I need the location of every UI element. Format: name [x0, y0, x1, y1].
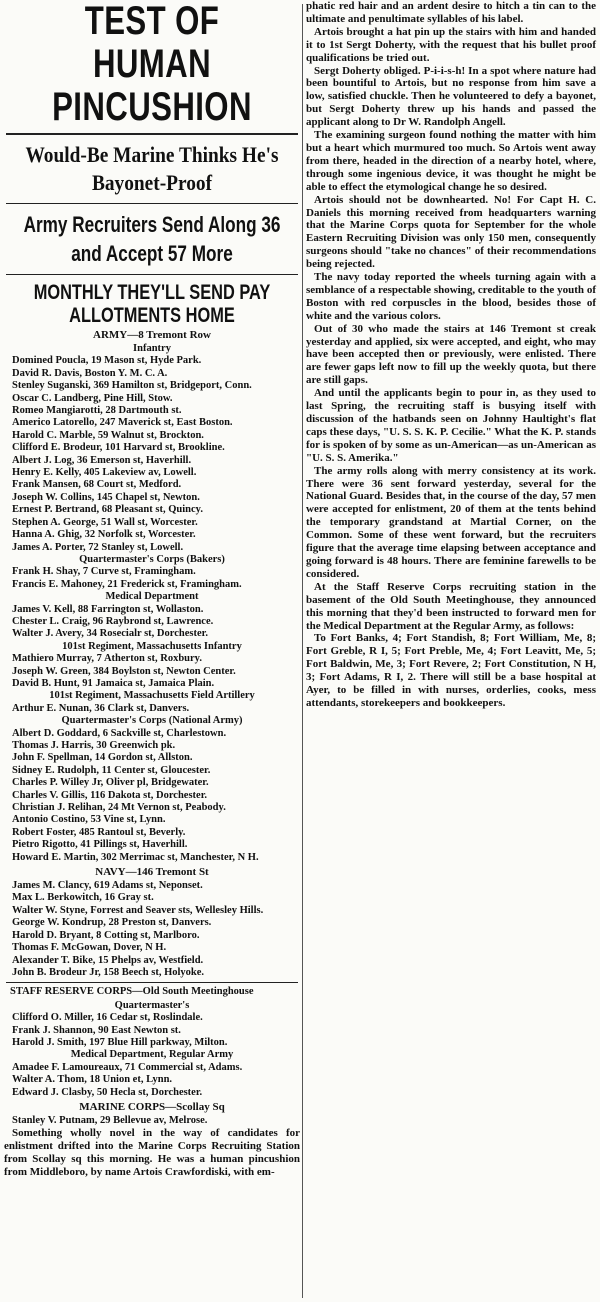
- column-rule: [302, 4, 303, 1298]
- navy-list: [4, 880, 300, 979]
- list-entry: Chester L. Craig, 96 Raybrond st, Lawrence.: [12, 615, 214, 627]
- list-entry: Alexander T. Bike, 15 Phelps av, Westfield.: [12, 954, 204, 966]
- list-entry: Joseph W. Green, 384 Boylston st, Newton Center.: [12, 665, 236, 677]
- headline: TEST OF HUMAN PINCUSHION: [52, 0, 252, 129]
- list-entry: Edward J. Clasby, 50 Hecla st, Dorchester.: [12, 1086, 203, 1098]
- list-entry: Albert D. Goddard, 6 Sackville st, Charlestown.: [12, 727, 227, 739]
- list-entry: Pietro Rigotto, 41 Pillings st, Haverhill.: [12, 839, 188, 851]
- story-paragraph: And until the applicants begin to pour in, as they used to last Spring, the recruiting staff is busying itself with discussion of the hatbands seen on Johnny Haultight's flat caps these days, "U. S. S. K. P. Cecilie." What the K. P. stands for is spoken of by some as un-American—as un-American as "U. S. S. Amerika.": [306, 387, 596, 464]
- list-entry: James V. Kell, 88 Farrington st, Wollaston.: [12, 603, 204, 615]
- list-entry: George W. Kondrup, 28 Preston st, Danvers.: [12, 917, 212, 929]
- list-entry: Walter A. Thom, 18 Union et, Lynn.: [12, 1074, 173, 1086]
- right-column: [306, 0, 596, 710]
- list-entry: Ernest P. Bertrand, 68 Pleasant st, Quincy.: [12, 504, 203, 516]
- list-entry: Clifford O. Miller, 16 Cedar st, Roslindale.: [12, 1012, 203, 1024]
- divider: [6, 203, 298, 204]
- story-paragraph: Artois brought a hat pin up the stairs with him and handed it to 1st Sergt Doherty, with the request that his bullet proof qualifications be tried out.: [306, 25, 596, 64]
- group-heading: Medical Department: [105, 591, 199, 603]
- list-entry: James M. Clancy, 619 Adams st, Neponset.: [12, 880, 203, 892]
- list-entry: Americo Latorello, 247 Maverick st, East Boston.: [12, 417, 233, 429]
- army-list: [4, 343, 300, 864]
- list-entry: John B. Brodeur Jr, 158 Beech st, Holyoke.: [12, 966, 205, 978]
- list-entry: Stanley V. Putnam, 29 Bellevue av, Melrose.: [12, 1114, 208, 1126]
- group-heading: Quartermaster's: [114, 999, 190, 1011]
- story-paragraph: The navy today reported the wheels turning again with a semblance of a respectable showing, creditable to the youth of Boston with red corpuscles in the blood, besides those of white and the various colors.: [306, 271, 596, 322]
- list-entry: Frank Mansen, 68 Court st, Medford.: [12, 479, 182, 491]
- story-paragraph: Out of 30 who made the stairs at 146 Tremont st creak yesterday and applied, six were accepted, and eight, who may have been accepted then or previously, were enlisted. There are fewer gaps left now to fill up the weekly quota, but there are still gaps.: [306, 322, 596, 387]
- divider: [6, 133, 298, 135]
- divider: [6, 982, 298, 983]
- list-entry: David R. Davis, Boston Y. M. C. A.: [12, 367, 168, 379]
- list-entry: Amadee F. Lamoureaux, 71 Commercial st, Adams.: [12, 1061, 243, 1073]
- navy-heading: NAVY—146 Tremont St: [95, 866, 209, 879]
- list-entry: Arthur E. Nunan, 36 Clark st, Danvers.: [12, 702, 190, 714]
- group-heading: Quartermaster's Corps (Bakers): [79, 553, 225, 565]
- staff-heading: STAFF RESERVE CORPS—Old South Meetinghouse: [10, 986, 254, 998]
- story-paragraph: Sergt Doherty obliged. P-i-i-s-h! In a spot where nature had been bountiful to Artois, but no response from him save a low, satisfied chuckle. Then he volunteered to defy a bayonet, but Sergt Doherty threw up his hands and passed the applicant along to Dr W. Randolph Angell.: [306, 64, 596, 129]
- list-entry: James A. Porter, 72 Stanley st, Lowell.: [12, 541, 184, 553]
- list-entry: Romeo Mangiarotti, 28 Dartmouth st.: [12, 405, 182, 417]
- list-entry: Harold J. Smith, 197 Blue Hill parkway, Milton.: [12, 1036, 228, 1048]
- list-entry: Francis E. Mahoney, 21 Frederick st, Framingham.: [12, 578, 242, 590]
- story-paragraph: The examining surgeon found nothing the matter with him but a heart which murmured too much. So Artois went away from there, headed in the direction of a nearby hotel, where, through some ingenious device, it was thought he might be able to effect the etymological change he so desired.: [306, 129, 596, 193]
- list-entry: Domined Poucla, 19 Mason st, Hyde Park.: [12, 355, 202, 367]
- list-entry: Frank J. Shannon, 90 East Newton st.: [12, 1024, 181, 1036]
- story-paragraph: To Fort Banks, 4; Fort Standish, 8; Fort William, Me, 8; Fort Greble, R I, 5; Fort Preble, Me, 4; Fort Leavitt, Me, 5; Fort Baldwin, Me, 3; Fort Revere, 2; Fort Constitution, N H, 3; Fort Adams, R I, 2. There will still be a base hospital at Ayer, to be filled in with nurses, orderlies, cooks, mess attendants, storekeepers and bookkeepers.: [306, 632, 596, 709]
- staff-list: [4, 1000, 300, 1099]
- list-entry: Albert J. Log, 36 Emerson st, Haverhill.: [12, 454, 192, 466]
- list-entry: David B. Hunt, 91 Jamaica st, Jamaica Plain.: [12, 677, 215, 689]
- deck-recruiters: Army Recruiters Send Along 36 and Accept 57 More: [23, 212, 281, 266]
- marine-list: [4, 1115, 300, 1127]
- list-entry: Harold C. Marble, 59 Walnut st, Brockton.: [12, 429, 204, 441]
- group-heading: Medical Department, Regular Army: [70, 1049, 234, 1061]
- list-entry: Sidney E. Rudolph, 11 Center st, Gloucester.: [12, 764, 211, 776]
- marine-heading: MARINE CORPS—Scollay Sq: [79, 1100, 225, 1113]
- story-paragraph: At the Staff Reserve Corps recruiting station in the basement of the Old South Meetinghouse, they announced this morning that they'd been instructed to forward men for the Medical Department at the Regular Army, as follows:: [306, 580, 596, 632]
- list-entry: Stenley Suganski, 369 Hamilton st, Bridgeport, Conn.: [12, 380, 252, 392]
- army-heading: ARMY—8 Tremont Row: [93, 329, 211, 341]
- list-entry: Joseph W. Collins, 145 Chapel st, Newton.: [12, 491, 200, 503]
- deck-allotments: MONTHLY THEY'LL SEND PAY ALLOTMENTS HOME: [33, 281, 271, 327]
- story-paragraph: phatic red hair and an ardent desire to hitch a tin can to the ultimate and penultimate syllables of his label.: [306, 0, 596, 25]
- list-entry: Howard E. Martin, 302 Merrimac st, Manchester, N H.: [12, 851, 259, 863]
- list-entry: Harold D. Bryant, 8 Cotting st, Marlboro.: [12, 929, 200, 941]
- story-paragraph: Something wholly novel in the way of candidates for enlistment drifted into the Marine Corps Recruiting Station from Scollay sq this morning. He was a human pincushion from Middleboro, by name Artois Crawfordiski, with em-: [4, 1127, 300, 1179]
- list-entry: Thomas F. McGowan, Dover, N H.: [12, 942, 167, 954]
- list-entry: Charles P. Willey Jr, Oliver pl, Bridgewater.: [12, 777, 209, 789]
- list-entry: Frank H. Shay, 7 Curve st, Framingham.: [12, 566, 196, 578]
- list-entry: Stephen A. George, 51 Wall st, Worcester.: [12, 516, 198, 528]
- story-paragraph: Artois should not be downhearted. No! For Capt H. C. Daniels this morning received from headquarters warning that the Marine Corps quota for September for the whole Eastern Recruiting Division was only 150 men, consequently surgeons should "take no chances" of their recommendations being rejected.: [306, 193, 596, 271]
- list-entry: Henry E. Kelly, 405 Lakeview av, Lowell.: [12, 467, 197, 479]
- group-heading: Infantry: [133, 343, 171, 354]
- list-entry: Mathiero Murray, 7 Atherton st, Roxbury.: [12, 653, 202, 665]
- group-heading: 101st Regiment, Massachusetts Infantry: [62, 640, 242, 652]
- list-entry: Antonio Costino, 53 Vine st, Lynn.: [12, 814, 166, 826]
- deck-bayonet: Would-Be Marine Thinks He's Bayonet-Proof: [25, 142, 279, 195]
- list-entry: Thomas J. Harris, 30 Greenwich pk.: [12, 740, 176, 751]
- divider: [6, 274, 298, 275]
- list-entry: Charles V. Gillis, 116 Dakota st, Dorchester.: [12, 789, 208, 801]
- story-paragraph: The army rolls along with merry consistency at its work. There were 36 sent forward yesterday, several for the National Guard. Besides that, in the course of the day, 57 men were accepted for enlistment, 20 of them at the tents behind the temporary grandstand at Martial Corner, on the Common. Some of these went forward, but the recruiters figure that the average time elapsing between acceptance and going forward is 48 hours. There are feminine farewells to be considered.: [306, 464, 596, 580]
- list-entry: Walter J. Avery, 34 Rosecialr st, Dorchester.: [12, 628, 208, 640]
- list-entry: Christian J. Relihan, 24 Mt Vernon st, Peabody.: [12, 802, 226, 814]
- group-heading: Quartermaster's Corps (National Army): [61, 715, 243, 727]
- list-entry: Robert Foster, 485 Rantoul st, Beverly.: [12, 826, 186, 838]
- list-entry: Max L. Berkowitch, 16 Gray st.: [12, 892, 154, 904]
- list-entry: Walter W. Styne, Forrest and Seaver sts, Wellesley Hills.: [12, 904, 264, 916]
- group-heading: 101st Regiment, Massachusetts Field Artillery: [49, 690, 255, 702]
- left-column: [4, 0, 300, 1179]
- list-entry: John F. Spellman, 14 Gordon st, Allston.: [12, 752, 193, 764]
- list-entry: Hanna A. Ghig, 32 Norfolk st, Worcester.: [12, 529, 196, 541]
- list-entry: Clifford E. Brodeur, 101 Harvard st, Brookline.: [12, 442, 225, 454]
- list-entry: Oscar C. Landberg, Pine Hill, Stow.: [12, 392, 173, 404]
